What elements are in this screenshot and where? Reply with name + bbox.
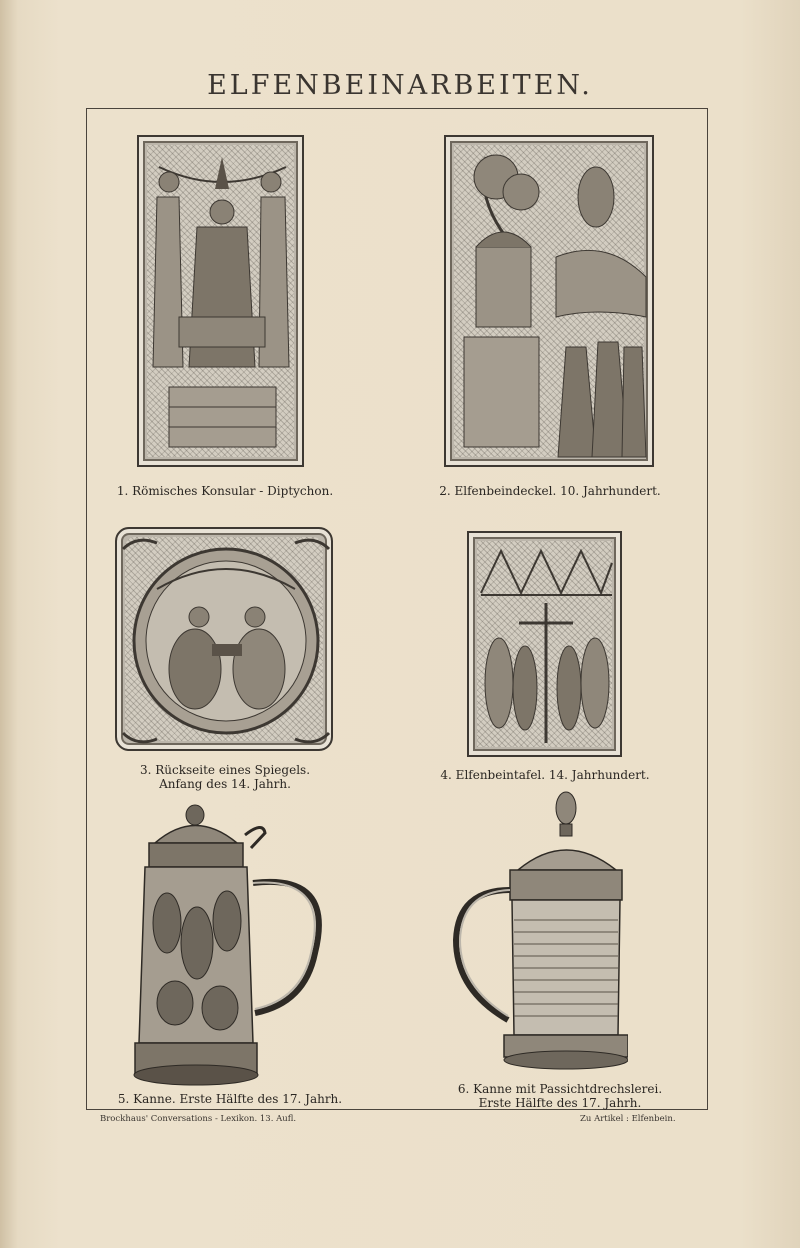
footer-article-reference: Zu Artikel : Elfenbein. — [580, 1114, 676, 1124]
figure-6-caption — [430, 1082, 690, 1110]
figure-2-engraving — [446, 137, 656, 469]
figure-4-caption: 4. Elfenbeintafel. 14. Jahrhundert. — [440, 768, 650, 782]
figure-2-ivory-cover-illustration — [444, 135, 654, 467]
figure-6-tankard-illustration — [448, 790, 628, 1075]
page-title: ELFENBEINARBEITEN. — [207, 70, 593, 101]
figure-3-engraving — [117, 529, 335, 753]
figure-4-engraving — [469, 533, 624, 759]
figure-6-caption-line-1: 6. Kanne mit Passichtdrechslerei. — [457, 1082, 663, 1096]
figure-5-caption: 5. Kanne. Erste Hälfte des 17. Jahrh. — [117, 1092, 343, 1106]
figure-1-caption: 1. Römisches Konsular - Diptychon. — [116, 484, 334, 498]
figure-3-caption-line-2: Anfang des 14. Jahrh. — [159, 777, 291, 791]
figure-4-ivory-tablet-illustration — [467, 531, 622, 757]
figure-2-caption: 2. Elfenbeindeckel. 10. Jahrhundert. — [439, 484, 661, 498]
figure-3-caption-line-1: 3. Rückseite eines Spiegels. — [139, 763, 311, 777]
figure-1-engraving — [139, 137, 306, 469]
figure-3-caption — [100, 763, 350, 791]
footer-publisher: Brockhaus' Conversations - Lexikon. 13. Aufl. — [100, 1114, 297, 1124]
figure-5-tankard-illustration — [125, 803, 335, 1088]
figure-6-caption-line-2: Erste Hälfte des 17. Jahrh. — [478, 1096, 642, 1110]
figure-1-diptych-illustration — [137, 135, 304, 467]
figure-3-mirror-back-illustration — [115, 527, 333, 751]
